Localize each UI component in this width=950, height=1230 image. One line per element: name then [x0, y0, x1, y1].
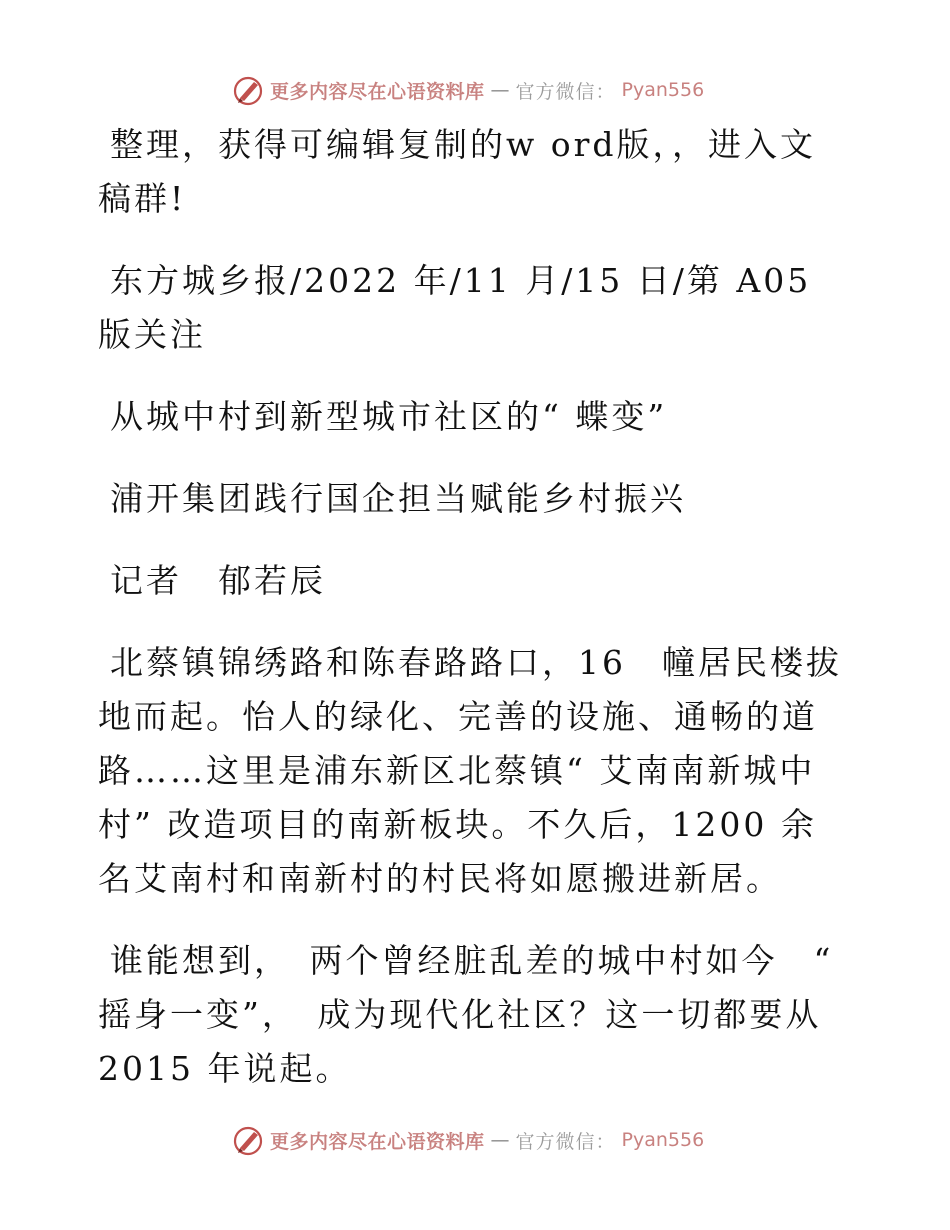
- article-subtitle: 浦开集团践行国企担当赋能乡村振兴: [110, 479, 686, 518]
- pen-logo-icon: [232, 1124, 264, 1156]
- body-paragraph: 北蔡镇锦绣路和陈春路路口，16 幢居民楼拔地而起。怡人的绿化、完善的设施、通畅的道路……这里是浦东新区北蔡镇“ 艾南南新城中村” 改造项目的南新板块。不久后，1200 余名艾南村和南新村的村民将如愿搬进新居。: [98, 643, 842, 898]
- body-paragraph: 谁能想到， 两个曾经脏乱差的城中村如今 “ 摇身一变”， 成为现代化社区？这一切都要从 2015 年说起。: [98, 941, 834, 1088]
- watermark-brand: 更多内容尽在心语资料库: [270, 1130, 485, 1153]
- watermark-official-label: 官方微信：: [515, 1130, 616, 1153]
- document-body: [98, 118, 850, 1124]
- watermark-official-label: 官方微信：: [515, 80, 616, 103]
- watermark-wechat-id: Pyan556: [621, 79, 705, 101]
- watermark-dash: —: [490, 1129, 510, 1151]
- intro-paragraph: 整理，获得可编辑复制的w ord版，，进入文稿群!: [98, 125, 817, 218]
- header-watermark: [232, 73, 704, 107]
- source-line: 东方城乡报/2022 年/11 月/15 日/第 A05 版关注: [98, 261, 812, 354]
- watermark-dash: —: [490, 79, 510, 101]
- watermark-wechat-id: Pyan556: [621, 1129, 705, 1151]
- footer-watermark: [232, 1123, 704, 1157]
- pen-logo-icon: [232, 74, 264, 106]
- article-title: 从城中村到新型城市社区的“ 蝶变”: [110, 397, 668, 436]
- watermark-brand: 更多内容尽在心语资料库: [270, 80, 485, 103]
- reporter-line: 记者 郁若辰: [110, 561, 326, 600]
